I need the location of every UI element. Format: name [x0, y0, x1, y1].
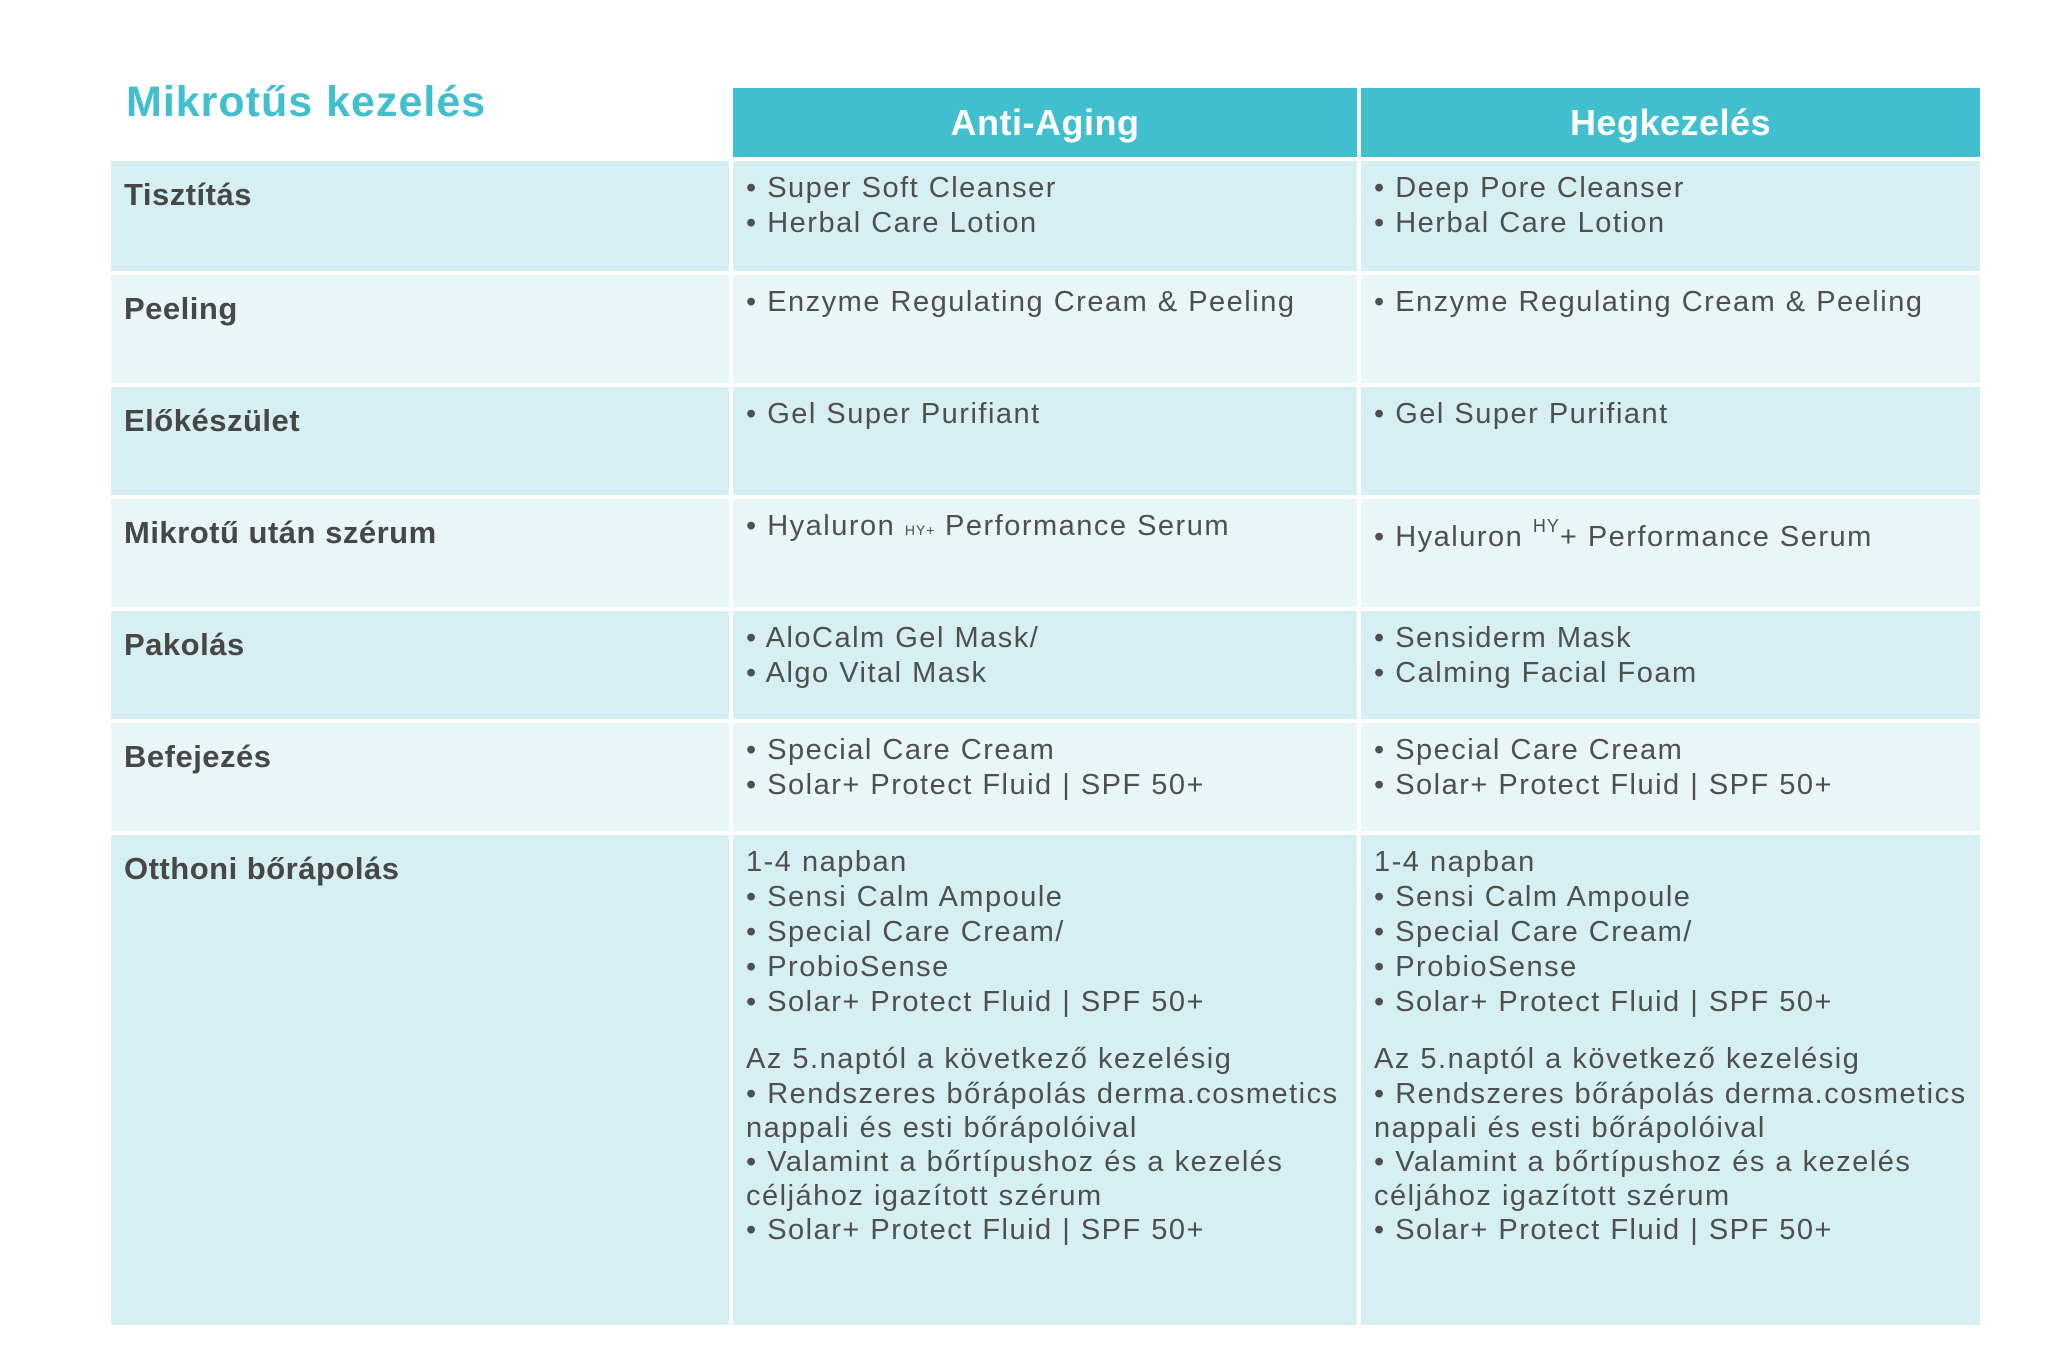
page-title: Mikrotűs kezelés — [126, 78, 487, 126]
column-header-hegkezeles: Hegkezelés — [1361, 88, 1980, 157]
list-item: • Herbal Care Lotion — [746, 207, 1038, 239]
list-item: • Herbal Care Lotion — [1374, 207, 1666, 239]
list-item: • Enzyme Regulating Cream & Peeling — [1374, 286, 1924, 318]
cell-peeling-hegkezeles — [1361, 275, 1980, 383]
row-label-tisztitas: Tisztítás — [111, 161, 729, 271]
cell-pakolas-anti-aging — [733, 611, 1357, 719]
list-item: • ProbioSense — [746, 951, 950, 983]
list-item: • Algo Vital Mask — [746, 657, 988, 689]
list-item: • Hyaluron $^{HY}$+ Performance Serum — [1374, 516, 1873, 553]
list-item: • AloCalm Gel Mask/ — [746, 622, 1040, 654]
list-item: • Gel Super Purifiant — [746, 398, 1041, 430]
list-item: • Solar+ Protect Fluid | SPF 50+ — [746, 1214, 1205, 1246]
cell-tisztitas-hegkezeles — [1361, 161, 1980, 271]
row-label-otthoni-borapolas: Otthoni bőrápolás — [111, 835, 729, 1325]
list-item: • Solar+ Protect Fluid | SPF 50+ — [746, 769, 1205, 801]
section-heading: 1-4 napban — [1374, 846, 1536, 878]
header-blank — [111, 88, 729, 157]
list-item: • ProbioSense — [1374, 951, 1578, 983]
cell-szerum-hegkezeles — [1361, 499, 1980, 607]
cell-tisztitas-anti-aging — [733, 161, 1357, 271]
list-item: • Solar+ Protect Fluid | SPF 50+ — [746, 986, 1205, 1018]
cell-elokeszulet-hegkezeles — [1361, 387, 1980, 495]
list-item: • Solar+ Protect Fluid | SPF 50+ — [1374, 1214, 1833, 1246]
row-label-peeling: Peeling — [111, 275, 729, 383]
list-item: • Super Soft Cleanser — [746, 172, 1057, 204]
list-item: • Solar+ Protect Fluid | SPF 50+ — [1374, 769, 1833, 801]
list-item: • Special Care Cream/ — [746, 916, 1065, 948]
cell-befejezes-anti-aging — [733, 723, 1357, 831]
cell-otthoni-anti-aging — [733, 835, 1357, 1325]
list-item: • Valamint a bőrtípushoz és a kezelés céljához igazított szérum — [1374, 1146, 1912, 1212]
cell-szerum-anti-aging — [733, 499, 1357, 607]
column-header-anti-aging: Anti-Aging — [733, 88, 1357, 157]
cell-otthoni-hegkezeles — [1361, 835, 1980, 1325]
list-item: • Valamint a bőrtípushoz és a kezelés céljához igazított szérum — [746, 1146, 1284, 1212]
list-item: • Sensiderm Mask — [1374, 622, 1633, 654]
list-item: • Solar+ Protect Fluid | SPF 50+ — [1374, 986, 1833, 1018]
row-label-elokeszulet: Előkészület — [111, 387, 729, 495]
list-item: • Gel Super Purifiant — [1374, 398, 1669, 430]
list-item: • Hyaluron HY+ Performance Serum — [746, 510, 1230, 542]
list-item: • Special Care Cream — [746, 734, 1056, 766]
section-heading: Az 5.naptól a következő kezelésig — [1374, 1043, 1861, 1075]
section-heading: 1-4 napban — [746, 846, 908, 878]
cell-elokeszulet-anti-aging — [733, 387, 1357, 495]
row-label-mikrotu-utan-szerum: Mikrotű után szérum — [111, 499, 729, 607]
row-label-pakolas: Pakolás — [111, 611, 729, 719]
section-heading: Az 5.naptól a következő kezelésig — [746, 1043, 1233, 1075]
list-item: • Rendszeres bőrápolás derma.cosmetics nappali és esti bőrápolóival — [1374, 1078, 1967, 1144]
list-item: • Deep Pore Cleanser — [1374, 172, 1685, 204]
list-item: • Special Care Cream — [1374, 734, 1684, 766]
list-item: • Special Care Cream/ — [1374, 916, 1693, 948]
list-item: • Sensi Calm Ampoule — [746, 881, 1064, 913]
treatment-table — [111, 88, 1980, 1325]
list-item: • Sensi Calm Ampoule — [1374, 881, 1692, 913]
row-label-befejezes: Befejezés — [111, 723, 729, 831]
cell-pakolas-hegkezeles — [1361, 611, 1980, 719]
cell-peeling-anti-aging — [733, 275, 1357, 383]
list-item: • Calming Facial Foam — [1374, 657, 1698, 689]
list-item: • Enzyme Regulating Cream & Peeling — [746, 286, 1296, 318]
list-item: • Rendszeres bőrápolás derma.cosmetics nappali és esti bőrápolóival — [746, 1078, 1339, 1144]
cell-befejezes-hegkezeles — [1361, 723, 1980, 831]
